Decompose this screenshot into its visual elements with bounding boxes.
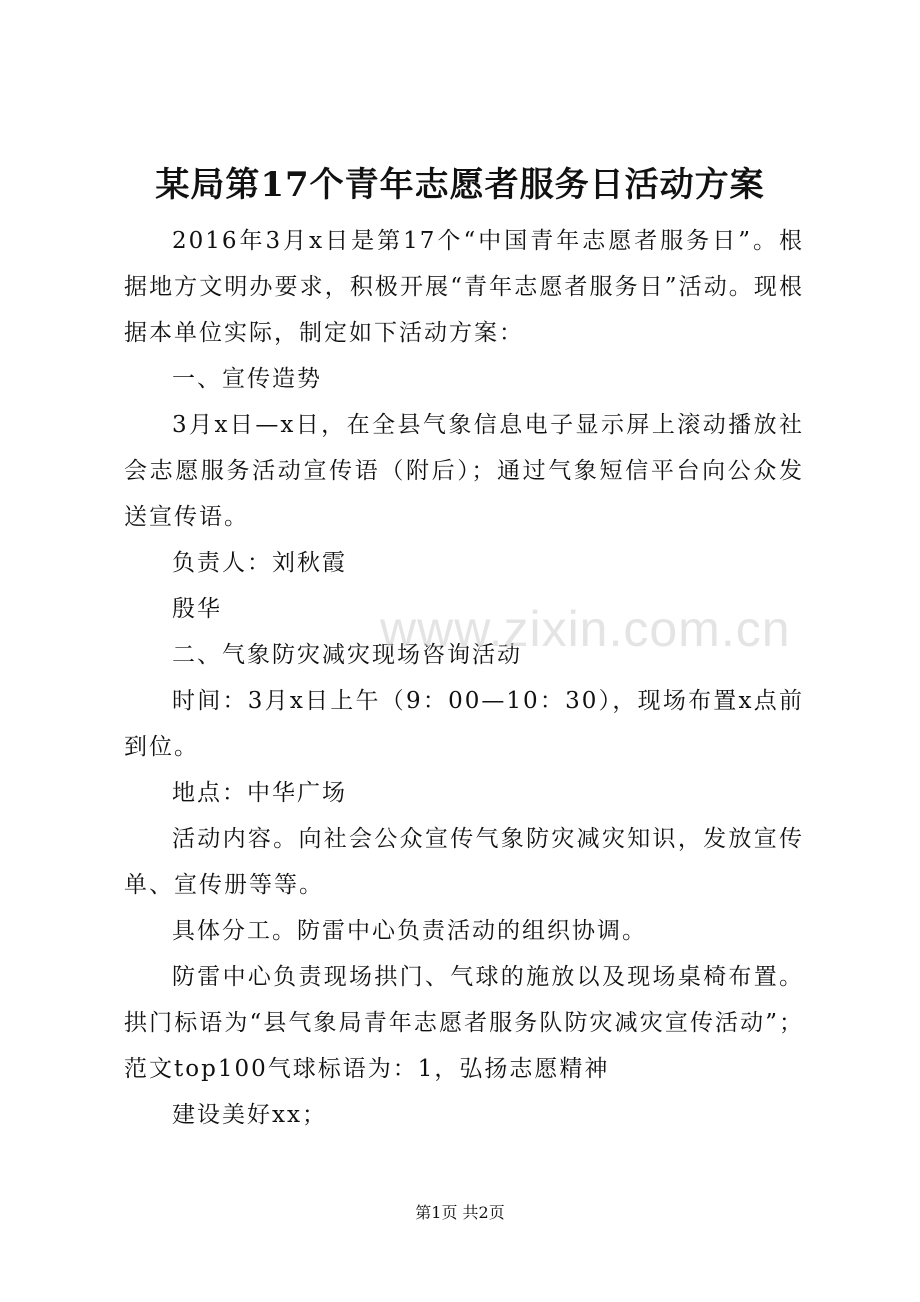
document-body (124, 218, 804, 1138)
watermark: www.zixin.com.cn (380, 601, 791, 657)
section-heading-consultation: 二、气象防灾减灾现场咨询活动 (172, 642, 522, 668)
paragraph-publicity: 3月x日—x日，在全县气象信息电子显示屏上滚动播放社会志愿服务活动宣传语（附后）；通过气象短信平台向公众发送宣传语。 (124, 412, 804, 530)
paragraph-responsible-person-2: 殷华 (172, 596, 222, 622)
paragraph-slogan: 建设美好xx； (172, 1102, 327, 1128)
paragraph-location: 地点：中华广场 (172, 780, 347, 806)
paragraph-setup: 防雷中心负责现场拱门、气球的施放以及现场桌椅布置。拱门标语为“县气象局青年志愿者服务队防灾减灾宣传活动”；范文top100气球标语为：1，弘扬志愿精神 (124, 964, 804, 1082)
section-heading-publicity: 一、宣传造势 (172, 366, 322, 392)
paragraph-intro: 2016年3月x日是第17个“中国青年志愿者服务日”。根据地方文明办要求，积极开展“青年志愿者服务日”活动。现根据本单位实际，制定如下活动方案： (124, 228, 804, 346)
page-footer: 第1页 共2页 (415, 1203, 505, 1222)
paragraph-responsible-person: 负责人：刘秋霞 (172, 550, 347, 576)
paragraph-time: 时间：3月x日上午（9：00—10：30），现场布置x点前到位。 (124, 688, 804, 760)
paragraph-division-of-labor: 具体分工。防雷中心负责活动的组织协调。 (172, 918, 647, 944)
document-title: 某局第17个青年志愿者服务日活动方案 (155, 165, 765, 205)
paragraph-activity-content: 活动内容。向社会公众宣传气象防灾减灾知识，发放宣传单、宣传册等等。 (124, 826, 804, 898)
